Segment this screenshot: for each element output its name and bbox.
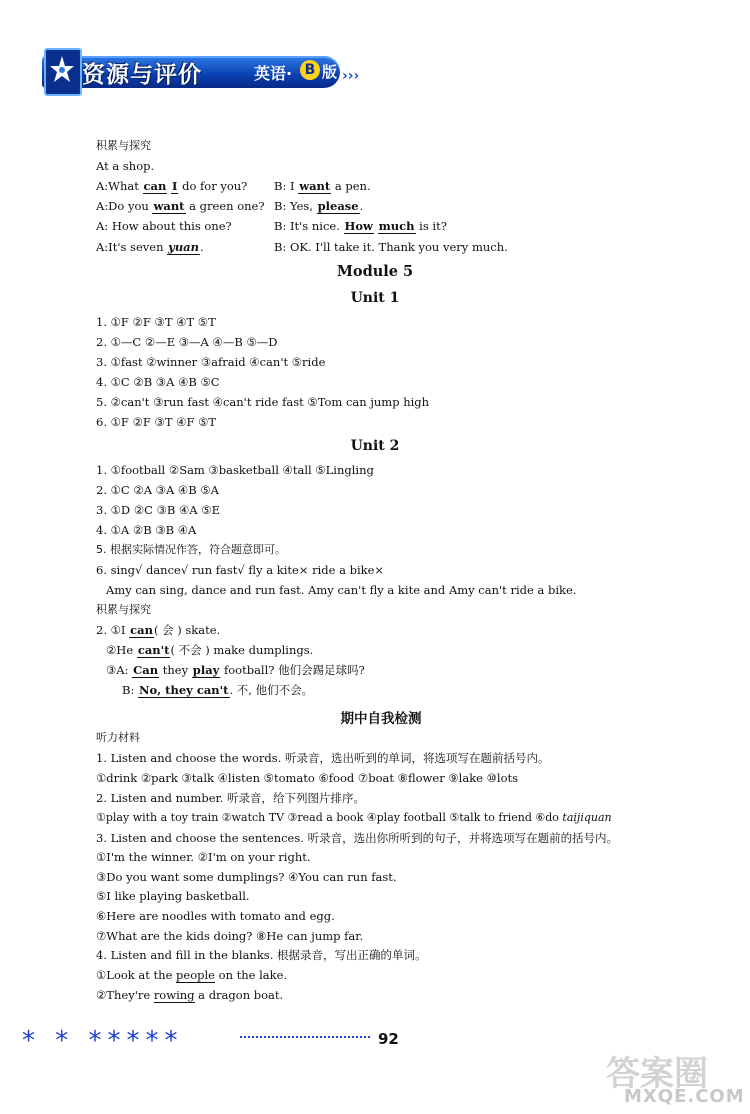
midterm-line: 4. Listen and fill in the blanks. 根据录音，写出正确的单词。 (96, 948, 427, 962)
edition-badge: B (300, 60, 320, 80)
dialog-a-3: A: How about this one? (96, 219, 232, 233)
midterm-title: 期中自我检测 (340, 711, 422, 727)
unit2-line: 6. sing√ dance√ run fast√ fly a kite× ride a bike× (96, 563, 385, 577)
unit1-line: 4. ①C ②B ③A ④B ⑤C (96, 375, 220, 389)
explore-heading: 积累与探究 (96, 603, 151, 616)
watermark-url: MXQE.COM (624, 1086, 745, 1107)
explore-line-4: B: No, they can't. 不, 他们不会。 (122, 683, 314, 697)
midterm-line: 1. Listen and choose the words. 听录音，选出听到的单词，将选项写在题前括号内。 (96, 751, 550, 765)
unit1-line: 3. ①fast ②winner ③afraid ④can't ⑤ride (96, 355, 326, 369)
unit1-line: 5. ②can't ③run fast ④can't ride fast ⑤Tom can jump high (96, 395, 430, 409)
midterm-line: 3. Listen and choose the sentences. 听录音，选出你所听到的句子，并将选项写在题前的括号内。 (96, 831, 619, 845)
dialog-b-2: B: Yes, please. (274, 199, 364, 213)
unit2-line: 1. ①football ②Sam ③basketball ④tall ⑤Lingling (96, 463, 374, 477)
midterm-line: ⑤I like playing basketball. (96, 889, 250, 903)
unit1-line: 6. ①F ②F ③T ④F ⑤T (96, 415, 217, 429)
dialog-a-4: A:It's seven yuan. (96, 240, 204, 254)
scene-line: At a shop. (96, 159, 155, 173)
banner-subject: 英语· (254, 64, 293, 83)
midterm-line: ③Do you want some dumplings? ④You can run fast. (96, 870, 397, 884)
unit2-title: Unit 2 (350, 438, 400, 454)
dotted-rule (240, 1036, 370, 1038)
star-logo-icon (44, 48, 82, 96)
dialog-a-1: A:What can I do for you? (96, 179, 248, 193)
header-banner (42, 48, 340, 94)
explore-line-3: ③A: Can they play football? 他们会踢足球吗? (106, 663, 365, 677)
midterm-line: 2. Listen and number. 听录音，给下列图片排序。 (96, 791, 366, 805)
page-number: 92 (378, 1030, 399, 1048)
unit1-line: 1. ①F ②F ③T ④T ⑤T (96, 315, 216, 329)
dialog-b-3: B: It's nice. How much is it? (274, 219, 447, 233)
module-title: Module 5 (336, 263, 414, 280)
dialog-a-2: A:Do you want a green one? (96, 199, 265, 213)
section-heading: 积累与探究 (96, 139, 151, 152)
fill-line-1: ①Look at the people on the lake. (96, 968, 288, 982)
midterm-line: ①I'm the winner. ②I'm on your right. (96, 850, 311, 864)
material-heading: 听力材料 (96, 731, 140, 744)
unit2-line: 2. ①C ②A ③A ④B ⑤A (96, 483, 219, 497)
fill-line-2: ②They're rowing a dragon boat. (96, 988, 284, 1002)
midterm-line: ①drink ②park ③talk ④listen ⑤tomato ⑥food ⑦boat ⑧flower ⑨lake ⑩lots (96, 771, 519, 785)
unit2-line: 5. 根据实际情况作答，符合题意即可。 (96, 543, 286, 556)
midterm-line: ⑦What are the kids doing? ⑧He can jump far. (96, 929, 364, 943)
banner-title: 资源与评价 (82, 62, 202, 88)
explore-line-1: 2. ①I can( 会 ) skate. (96, 623, 221, 637)
unit2-line: 3. ①D ②C ③B ④A ⑤E (96, 503, 220, 517)
dialog-b-1: B: I want a pen. (274, 179, 371, 193)
unit1-title: Unit 1 (350, 290, 400, 306)
unit2-line: 4. ①A ②B ③B ④A (96, 523, 197, 537)
unit2-summary: Amy can sing, dance and run fast. Amy can't fly a kite and Amy can't ride a bike. (106, 583, 577, 597)
chevron-right-icon: ››› (342, 68, 360, 84)
star-decoration-icon: * * ***** (22, 1026, 184, 1056)
midterm-line: ①play with a toy train ②watch TV ③read a book ④play football ⑤talk to friend ⑥do taijiquan (96, 811, 612, 824)
dialog-b-4: B: OK. I'll take it. Thank you very much. (274, 240, 508, 254)
unit1-line: 2. ①—C ②—E ③—A ④—B ⑤—D (96, 335, 278, 349)
watermark-logo: 答案圈 (606, 1054, 708, 1094)
explore-line-2: ②He can't( 不会 ) make dumplings. (106, 643, 314, 657)
midterm-line: ⑥Here are noodles with tomato and egg. (96, 909, 335, 923)
edition-label: 版 (322, 63, 338, 81)
